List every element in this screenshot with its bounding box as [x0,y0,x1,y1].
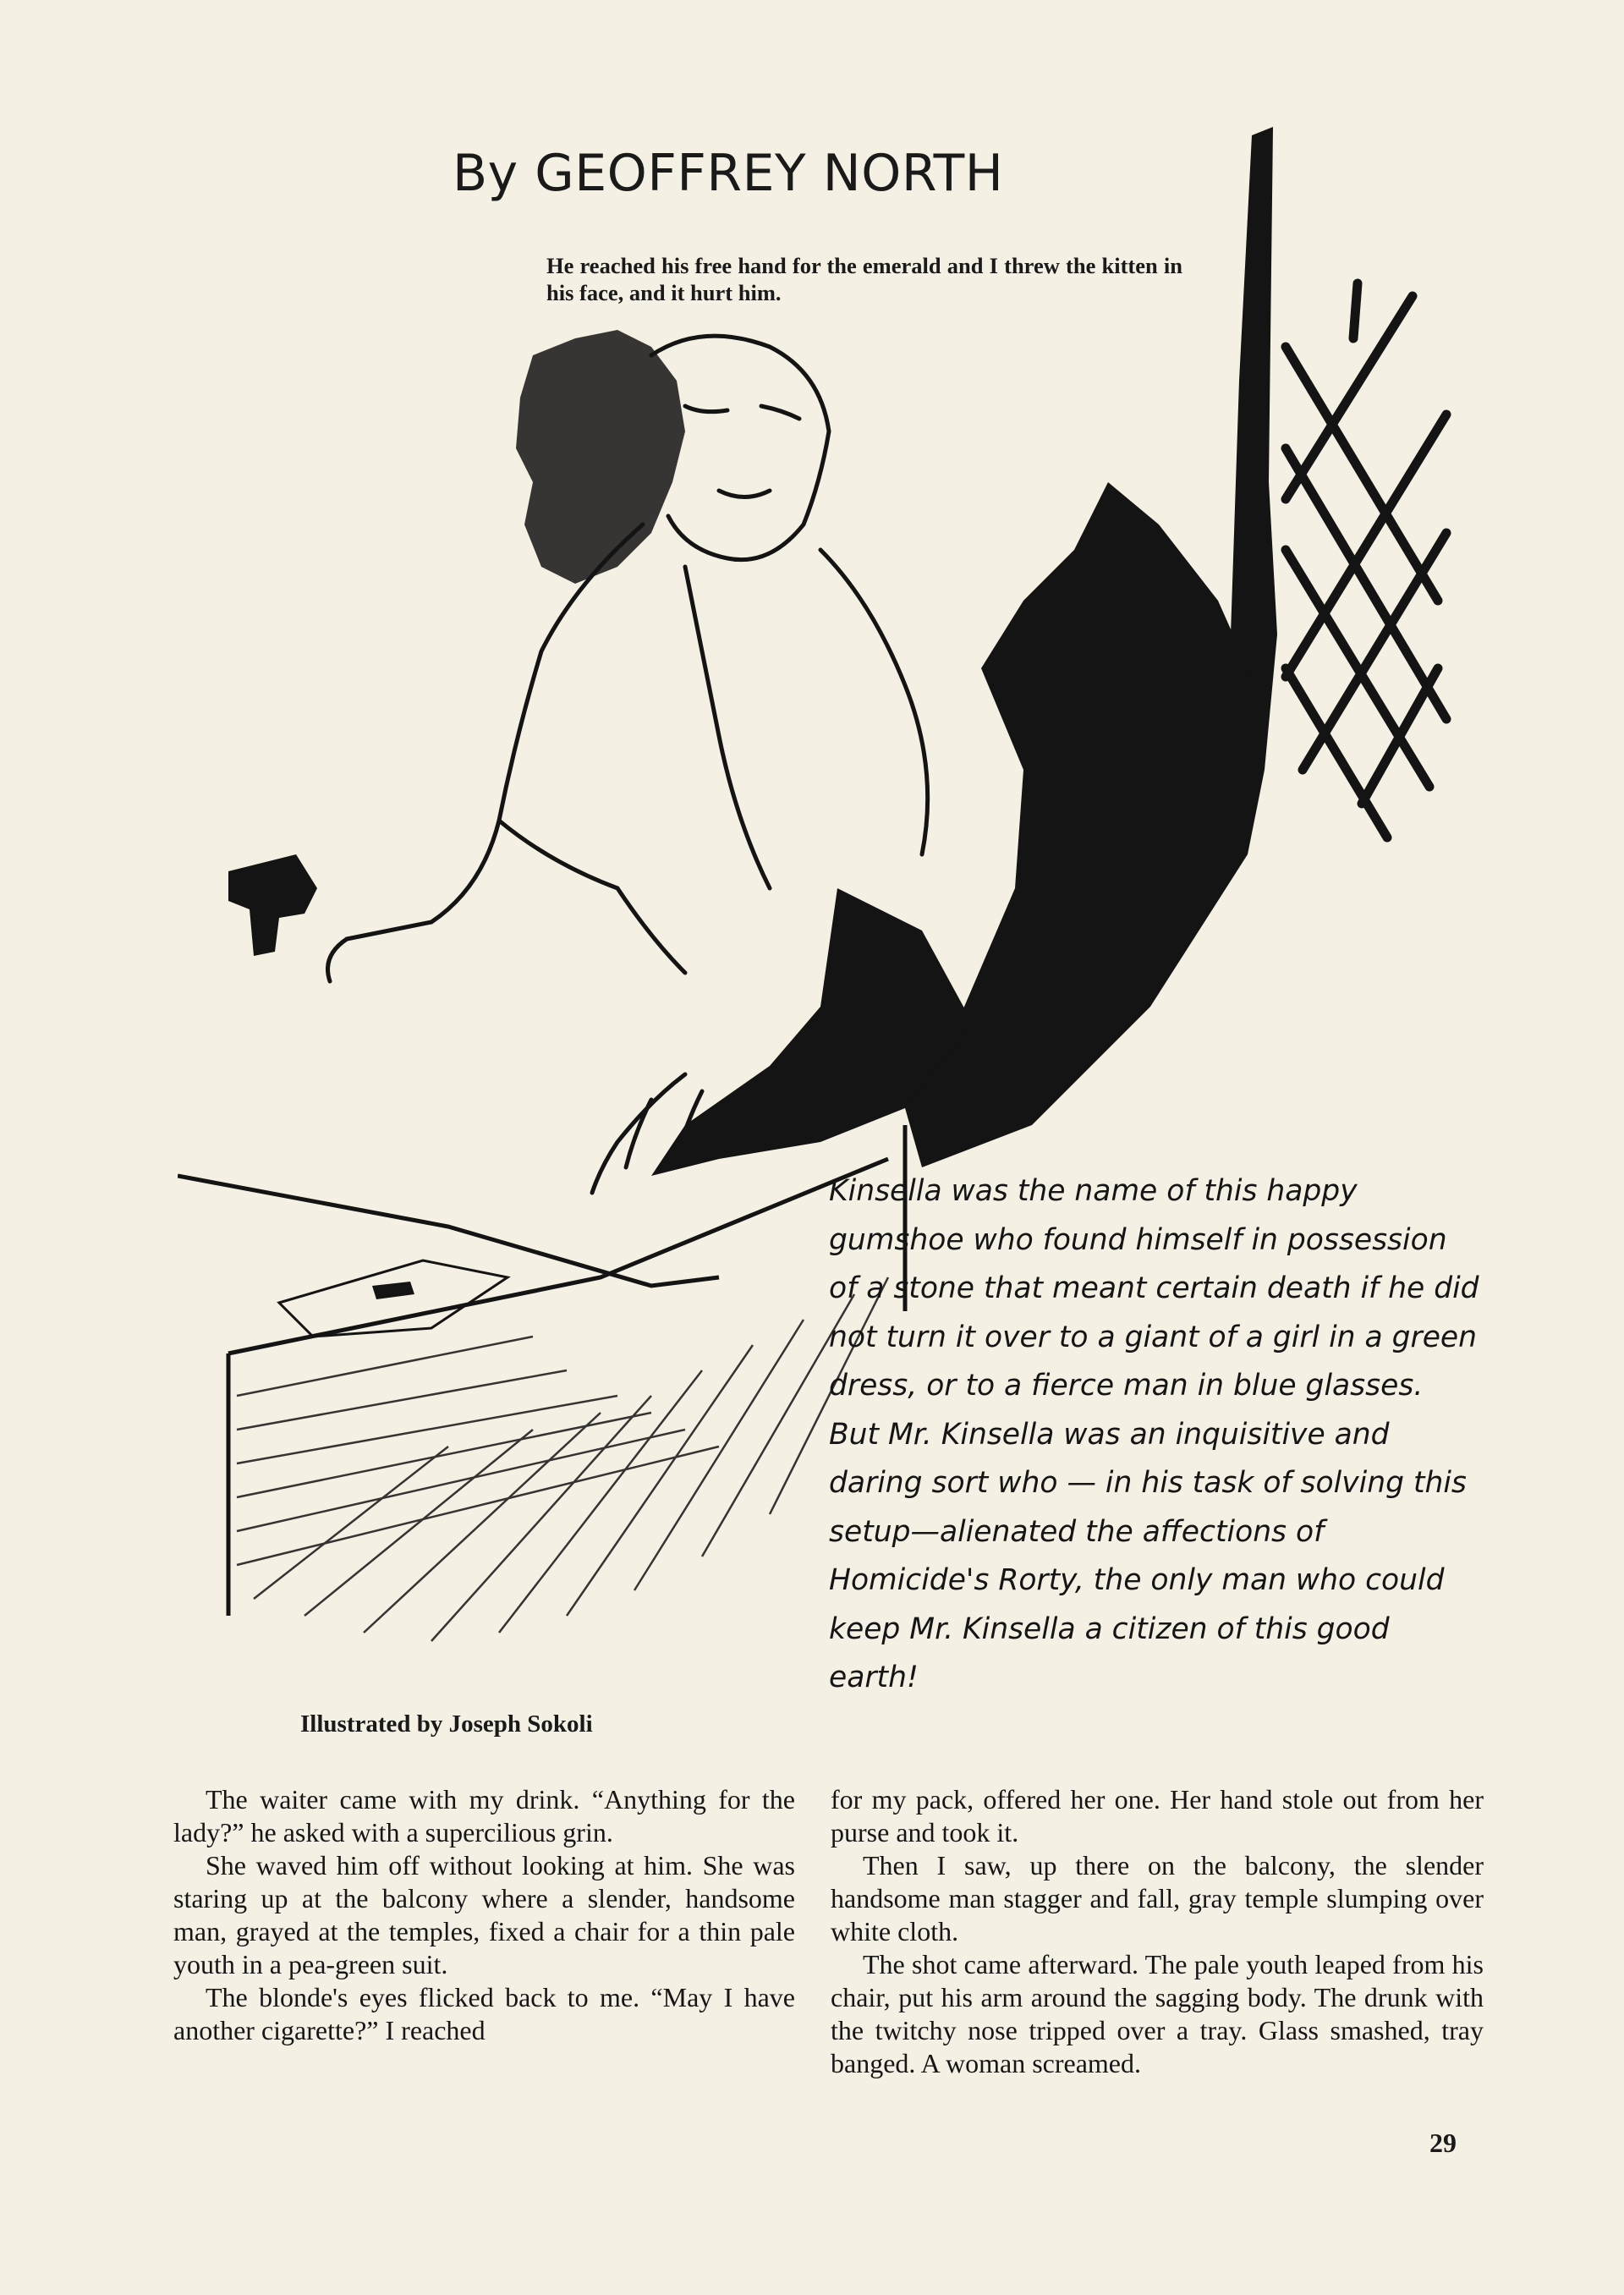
illustration-caption: He reached his free hand for the emerald and I threw the kitten in his face, and it hurt him. [546,253,1182,305]
paragraph: She waved him off without looking at him. She was staring up at the balcony where a slender, handsome man, grayed at the temples, fixed a chair for a thin pale youth in a pea-green suit. [173,1850,795,1979]
story-blurb: Kinsella was the name of this happy gumshoe who found himself in possession of a stone that meant certain death if he did not turn it over to a giant of a girl in a green dress, or to a fierce man in blue glasses. But Mr. Kinsella was an inquisitive and daring sort who — in his task of solving this setup—alienated the affections of Homicide's Rorty, the only man who could keep Mr. Kinsella a citizen of this good earth! [829,1174,1479,1694]
body-column-right [831,1783,1484,2080]
page-number: 29 [1429,2128,1457,2158]
paragraph: Then I saw, up there on the balcony, the slender handsome man stagger and fall, gray temple slumping over white cloth. [831,1850,1484,1946]
paragraph: for my pack, offered her one. Her hand stole out from her purse and took it. [831,1784,1484,1848]
illustrator-credit: Illustrated by Joseph Sokoli [300,1710,593,1738]
author-byline: By GEOFFREY NORTH [453,144,1004,203]
body-column-left [173,1783,795,2047]
paragraph: The waiter came with my drink. “Anything for the lady?” he asked with a supercilious grin. [173,1784,795,1848]
paragraph: The shot came afterward. The pale youth leaped from his chair, put his arm around the sagging body. The drunk with the twitchy nose tripped over a tray. Glass smashed, tray banged. A woman screamed. [831,1949,1484,2078]
paragraph: The blonde's eyes flicked back to me. “May I have another cigarette?” I reached [173,1982,795,2045]
